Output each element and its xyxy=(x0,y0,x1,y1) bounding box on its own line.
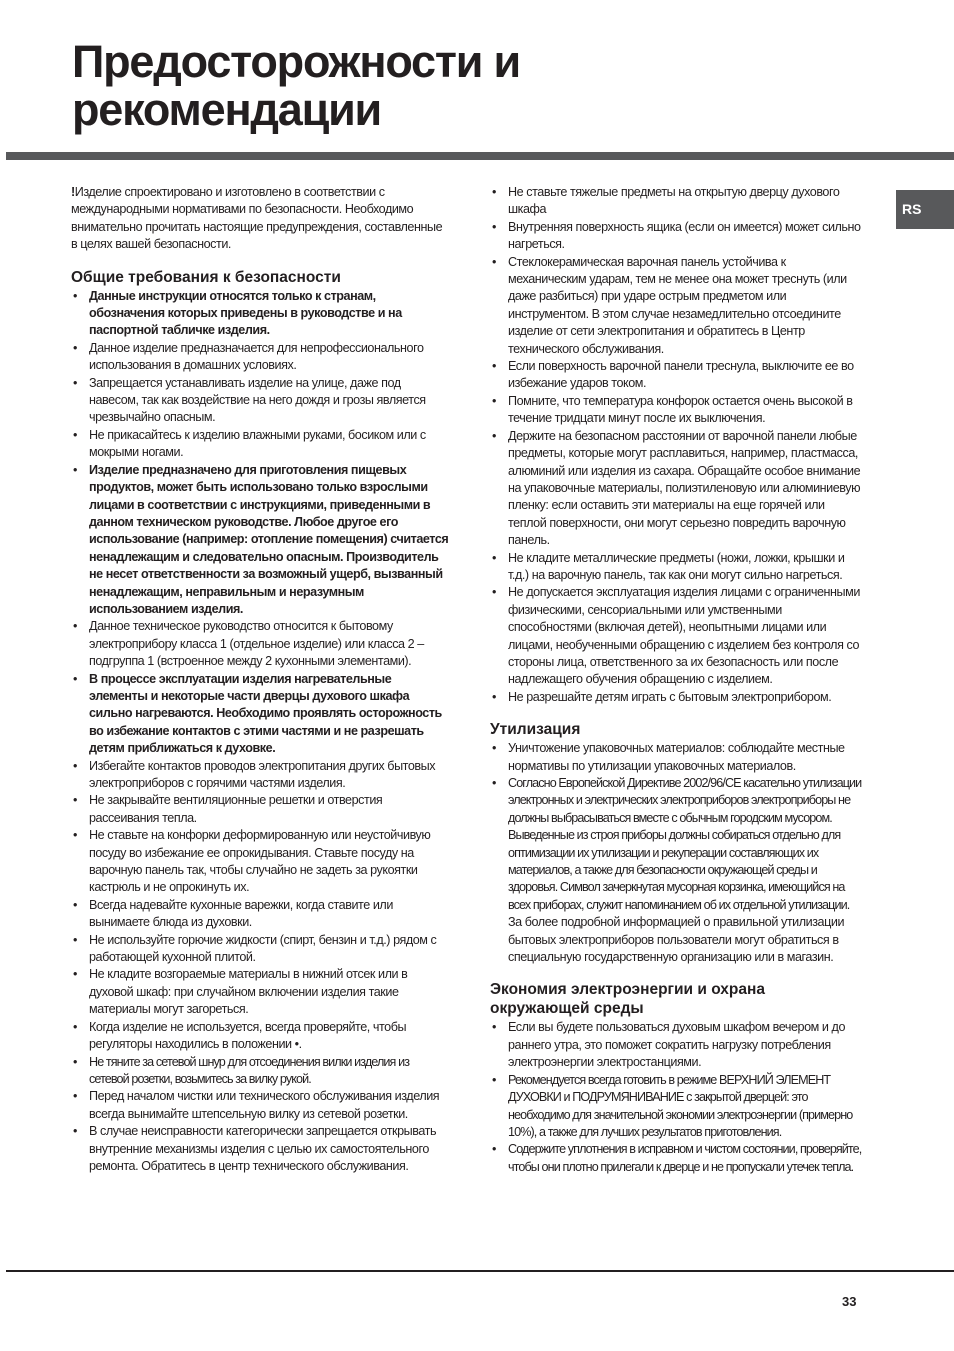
list-item: • Не закрывайте вентиляционные решетки и отверстия рассеивания тепла. xyxy=(73,793,383,825)
list-item: • Не прикасайтесь к изделию влажными руками, босиком или с мокрыми ногами. xyxy=(73,427,426,460)
section-heading-disposal: Утилизация xyxy=(490,721,581,739)
list-item: • Изделие предназначено для приготовления пищевых продуктов, может быть использовано только взрослыми лицами в соответствии с инструкциями, приведенными в данном техническом руководстве. Любое другое его использование (например: отопление помещения) считается ненадлежащим и следовательно опасным. Производитель не несет ответственности за возможный ущерб, вызванный ненадлежащим, неправильным и неразумным использованием изделия. xyxy=(73,462,449,616)
list-item: • Если вы будете пользоваться духовым шкафом вечером и до раннего утра, это поможет сократить нагрузку потребления электроэнергии электростанциями. xyxy=(492,1020,845,1070)
list-item: • Рекомендуется всегда готовить в режиме ВЕРХНИЙ ЭЛЕМЕНТ ДУХОВКИ и ПОДРУМЯНИВАНИЕ с закрытой дверцей: это необходимо для значительной экономии электроэнергии (примерно 10%), а также для лучших результатов приготовления. xyxy=(492,1072,853,1139)
page-number: 33 xyxy=(842,1294,857,1309)
list-item: • Не разрешайте детям играть с бытовым электроприбором. xyxy=(492,689,832,704)
list-item: • Перед началом чистки или технического обслуживания изделия всегда вынимайте штепсельную вилку из сетевой розетки. xyxy=(73,1089,440,1121)
list-item: • Стеклокерамическая варочная панель устойчива к механическим ударам, тем не менее она может треснуть (или даже разбиться) при ударе острым предметом или инструментом. В этом случае незамедлительно отсоедините изделие от сети электропитания и обратитесь в Центр технического обслуживания. xyxy=(492,254,847,356)
list-item: • Всегда надевайте кухонные варежки, когда ставите или вынимаете блюда из духовки. xyxy=(73,897,393,930)
list-item: • Содержите уплотнения в исправном и чистом состоянии, проверяйте, чтобы они плотно прилегали к дверце и не пропускали утечек тепла. xyxy=(492,1142,862,1174)
section-heading-energy: Экономия электроэнергии и охрана окружающей среды xyxy=(490,981,765,1018)
list-item: • Запрещается устанавливать изделие на улице, даже под навесом, так как воздействие на него дождя и грозы является чрезвычайно опасным. xyxy=(73,375,426,425)
list-item: • В случае неисправности категорически запрещается открывать внутренние механизмы изделия с целью их самостоятельного ремонта. Обратитесь в центр технического обслуживания. xyxy=(73,1124,437,1173)
energy-list xyxy=(490,1019,865,1176)
list-item: • Данные инструкции относятся только к странам, обозначения которых приведены в руководстве и на паспортной табличке изделия. xyxy=(73,288,402,338)
list-item: • Не кладите возгораемые материалы в нижний отсек или в духовой шкаф: при случайном включении изделия такие материалы могут загореться. xyxy=(73,967,408,1017)
list-item: • Избегайте контактов проводов электропитания других бытовых электроприборов с горячими частями изделия. xyxy=(73,758,436,790)
disposal-continuation: За более подробной информацией о правильной утилизации бытовых электроприборов пользователи могут обратиться в специальную государственную организацию или в магазин. xyxy=(508,915,845,965)
right-column xyxy=(490,184,865,1176)
list-item: • Не ставьте на конфорки деформированную или неустойчивую посуду во избежание ее опрокидывания. Ставьте посуду на варочную панель так, чтобы случайно не задеть за рукоятки кастрюль и не опрокинуть их. xyxy=(73,828,431,895)
general-safety-list-continued xyxy=(490,184,865,706)
left-column xyxy=(71,184,449,1175)
list-item: • Данное техническое руководство относится к бытовому электроприбору класса 1 (отдельное изделие) или класса 2 – подгруппа 1 (встроенное между 2 кухонными элементами). xyxy=(73,619,424,669)
list-item: • Если поверхность варочной панели треснула, выключите ее во избежание ударов током. xyxy=(492,359,854,391)
list-item: • В процессе эксплуатации изделия нагревательные элементы и некоторые части дверцы духового шкафа сильно нагреваются. Необходимо проявлять осторожность во избежание контактов с этими частями и не разрешать детям приближаться к духовке. xyxy=(73,671,442,756)
header-divider xyxy=(6,152,954,160)
section-heading-general: Общие требования к безопасности xyxy=(71,268,341,286)
page-title: Предосторожности и рекомендации xyxy=(72,36,520,135)
general-safety-list xyxy=(71,288,449,1176)
list-item: • Когда изделие не используется, всегда проверяйте, чтобы регуляторы находились в положении •. xyxy=(73,1019,407,1052)
list-item: • Согласно Европейской Директиве 2002/96/CE касательно утилизации электронных и электрических электроприборов электроприборы не должны выбрасываться вместе с обычным городским мусором. Выведенные из строя приборы должны собираться отдельно для оптимизации их утилизации и рекуперации составляющих их материалов, а также для безопасности окружающей среды и здоровья. Символ зачеркнутая мусорная корзинка, имеющийся на всех приборах, служит напоминанием об их отдельной утилизации. xyxy=(492,776,862,912)
list-item: • Не ставьте тяжелые предметы на открытую дверцу духового шкафа xyxy=(492,185,840,217)
list-item: • Держите на безопасном расстоянии от варочной панели любые предметы, которые могут расплавиться, например, пластмасса, алюминий или изделия из сахара. Обращайте особое внимание на упаковочные материалы, полиэтиленовую или алюминиевую пленку: если оставить эти материалы на еще горячей или теплой поверхности, они могут серьезно повредить варочную панель. xyxy=(492,428,861,548)
language-tab: RS xyxy=(896,190,954,229)
list-item: • Внутренняя поверхность ящика (если он имеется) может сильно нагреться. xyxy=(492,219,861,252)
list-item: • Не кладите металлические предметы (ножи, ложки, крышки и т.д.) на варочную панель, так как они могут сильно нагреться. xyxy=(492,550,845,582)
warning-mark: ! xyxy=(71,185,75,199)
list-item: • Помните, что температура конфорок остается очень высокой в течение тридцати минут после их выключения. xyxy=(492,393,853,426)
intro-text: Изделие спроектировано и изготовлено в соответствии с международными нормативами по безопасности. Необходимо внимательно прочитать настоящие предупреждения, составленные в целях вашей безопасности. xyxy=(71,185,443,252)
list-item: • Уничтожение упаковочных материалов: соблюдайте местные нормативы по утилизации упаковочных материалов. xyxy=(492,741,845,773)
intro-paragraph xyxy=(71,184,449,254)
list-item: • Не используйте горючие жидкости (спирт, бензин и т.д.) рядом с работающей кухонной плитой. xyxy=(73,932,437,965)
list-item: • Не тяните за сетевой шнур для отсоединения вилки изделия из сетевой розетки, возьмитесь за вилку рукой. xyxy=(73,1054,410,1086)
disposal-list xyxy=(490,740,865,914)
list-item: • Данное изделие предназначается для непрофессионального использования в домашних условиях. xyxy=(73,340,424,373)
footer-divider xyxy=(6,1270,954,1272)
list-item: • Не допускается эксплуатация изделия лицами с ограниченными физическими, сенсориальными или умственными способностями (включая детей), неопытными лицами или лицами, необученными обращению с изделием без контроля со стороны лица, ответственного за их безопасность или после надлежащего обучения обращению с изделием. xyxy=(492,585,860,687)
